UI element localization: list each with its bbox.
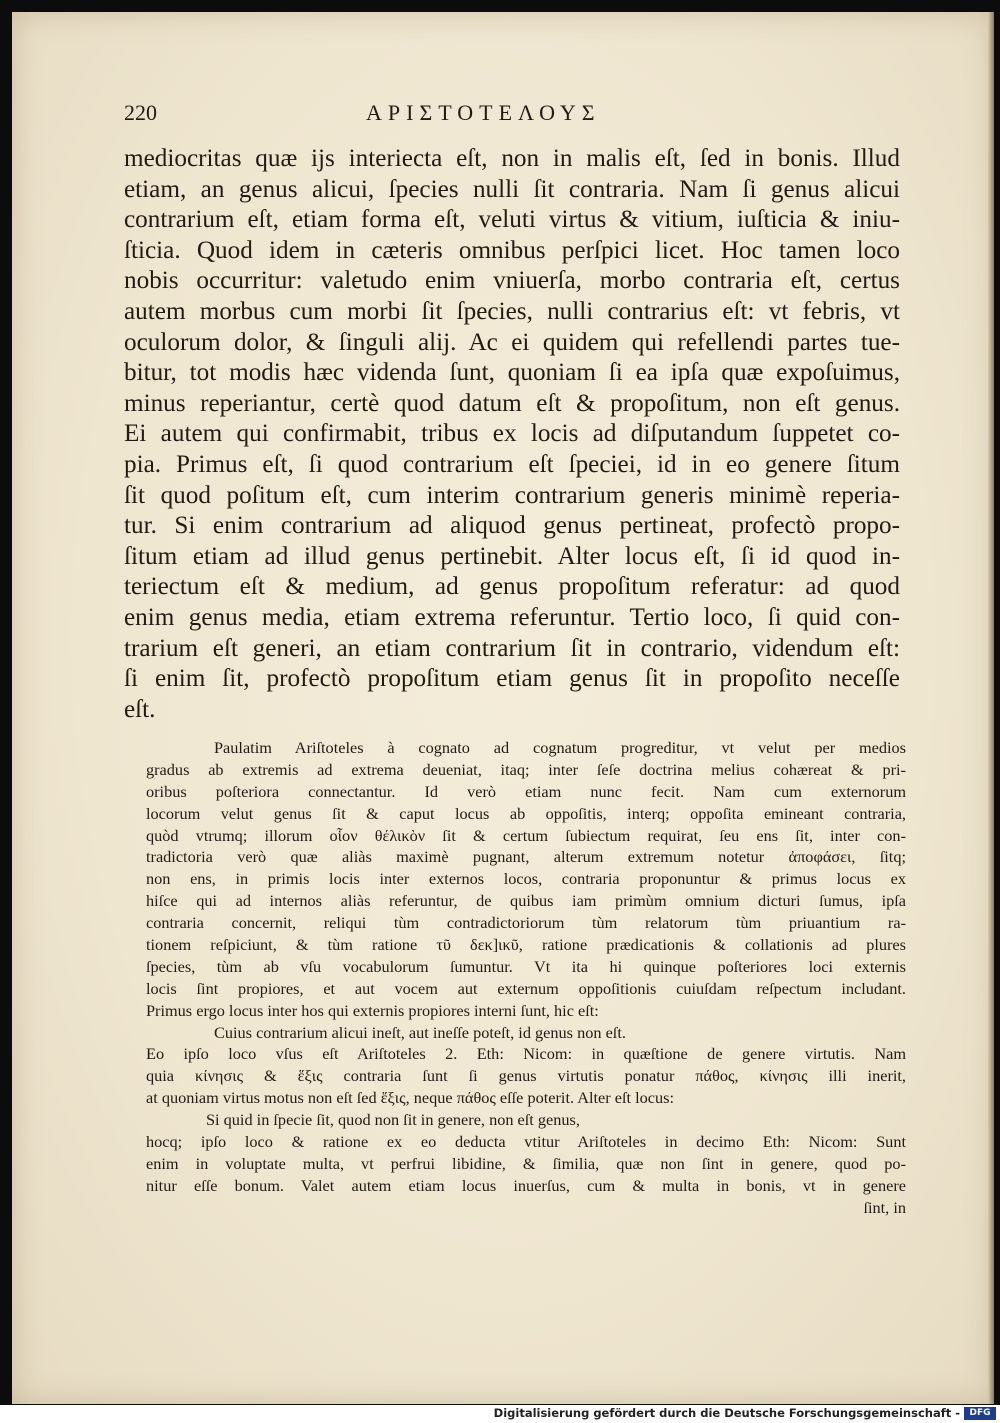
commentary-block <box>146 737 906 1219</box>
commentary-line: Paulatim Ariſtoteles à cognato ad cognatum progreditur, vt velut per medios <box>214 738 906 757</box>
commentary-line: hiſce qui ad internos aliàs referuntur, de quibus iam primùm omnium dicturi ſumus, ipſa <box>146 891 906 911</box>
main-text-line: etiam, an genus alicui, ſpecies nulli ſit contraria. Nam ſi genus alicui <box>124 175 900 203</box>
main-text-line: nobis occurritur: valetudo enim vniuerſa, morbo contraria eſt, certus <box>124 267 900 295</box>
main-text-line: oculorum dolor, & ſinguli alij. Ac ei quidem qui refellendi partes tue- <box>124 328 900 356</box>
main-text-line: contrarium eſt, etiam forma eſt, veluti virtus & vitium, iuſticia & iniu- <box>124 206 900 234</box>
running-title: ΑΡΙΣΤΟΤΕΛΟΥΣ <box>366 100 601 125</box>
main-text-line: mediocritas quæ ijs interiecta eſt, non in malis eſt, ſed in bonis. Illud <box>124 145 900 172</box>
main-text-line: bitur, tot modis hæc videnda ſunt, quoniam ſi ea ipſa quæ expoſuimus, <box>124 359 900 387</box>
digitization-note: Digitalisierung gefördert durch die Deutsche Forschungsgemeinschaft - <box>493 1406 960 1420</box>
main-text-line: eſt. <box>124 695 156 723</box>
main-text-line: ſi enim ſit, profectò propoſitum etiam genus ſit in propoſito neceſſe <box>124 665 900 693</box>
commentary-line: non ens, in primis locis inter externos locos, contraria proponuntur & primus locus ex <box>146 869 906 889</box>
commentary-line: Eo ipſo loco vſus eſt Ariſtoteles 2. Eth: Nicom: in quæſtione de genere virtutis. Nam <box>146 1044 906 1064</box>
main-text-line: ſticia. Quod idem in cæteris omnibus perſpici licet. Hoc tamen loco <box>124 236 900 264</box>
page-number: 220 <box>124 100 157 125</box>
commentary-line: nitur eſſe bonum. Valet autem etiam locus inuerſus, cum & multa in bonis, vt in genere <box>146 1175 906 1195</box>
main-text-line: tur. Si enim contrarium ad aliquod genus pertineat, profectò propo- <box>124 512 900 540</box>
commentary-line: at quoniam virtus motus non eſt ſed ἕξις, neque πάθος eſſe poterit. Alter eſt locus: <box>146 1088 674 1108</box>
commentary-line: quia κίνησις & ἕξις contraria ſunt ſi genus virtutis ponatur πάθος, κίνησις illi inerit, <box>146 1066 906 1086</box>
main-text-line: ſitum etiam ad illud genus pertinebit. Alter locus eſt, ſi id quod in- <box>124 542 900 570</box>
commentary-rule-heading: Si quid in ſpecie ſit, quod non ſit in genere, non eſt genus, <box>206 1110 580 1130</box>
commentary-line: locis ſint propiores, et aut vocem aut externum oppoſitionis cuiuſdam reſpectum includant. <box>146 978 906 998</box>
commentary-rule-heading: Cuius contrarium alicui ineſt, aut ineſſe poteſt, id genus non eſt. <box>214 1022 626 1042</box>
commentary-line: locorum velut genus ſit & caput locus ab oppoſitis, interq; oppoſita emineant contraria, <box>146 803 906 823</box>
commentary-line: Primus ergo locus inter hos qui externis propiores interni ſunt, hic eſt: <box>146 1000 599 1020</box>
dfg-logo-icon[interactable]: DFG <box>964 1407 996 1420</box>
page-edge <box>988 12 994 1404</box>
commentary-line: tionem reſpiciunt, & tùm ratione τῦ δεκ]ικῦ, ratione prædicationis & collationis ad plures <box>146 935 906 955</box>
commentary-line: contraria concernit, reliqui tùm contradictoriorum tùm relatorum tùm priuantium ra- <box>146 913 906 933</box>
main-text-line: pia. Primus eſt, ſi quod contrarium eſt ſpeciei, id in eo genere ſitum <box>124 450 900 478</box>
catchword: ſint, in <box>863 1197 906 1217</box>
main-text-line: trarium eſt generi, an etiam contrarium ſit in contrario, videndum eſt: <box>124 634 900 662</box>
main-text-block <box>124 144 900 725</box>
main-text-line: minus reperiantur, certè quod datum eſt & propoſitum, non eſt genus. <box>124 389 900 417</box>
commentary-line: enim in voluptate multa, vt perfrui libidine, & ſimilia, quæ non ſint in genere, quod po- <box>146 1153 906 1173</box>
commentary-line: hocq; ipſo loco & ratione ex eo deducta vtitur Ariſtoteles in decimo Eth: Nicom: Sunt <box>146 1132 906 1152</box>
main-text-line: teriectum eſt & medium, ad genus propoſitum referatur: ad quod <box>124 573 900 601</box>
main-text-line: Ei autem qui confirmabit, tribus ex locis ad diſputandum ſuppetet co- <box>124 420 900 448</box>
commentary-line: gradus ab extremis ad extrema deueniat, itaq; inter ſeſe doctrina melius cohæreat & pri- <box>146 759 906 779</box>
commentary-line: ſpecies, tùm ab vſu vocabulorum ſumuntur. Vt ita hi quinque poſteriores loci externis <box>146 956 906 976</box>
running-head <box>124 100 914 140</box>
commentary-line: quòd vtrumq; illorum οἷον θέλικὸν ſit & certum ſubiectum requirat, ſeu ens ſit, inter con- <box>146 825 906 845</box>
main-text-line: enim genus media, etiam extrema referuntur. Tertio loco, ſi quid con- <box>124 603 900 631</box>
commentary-line: oribus poſteriora connectantur. Id verò etiam nunc fecit. Nam cum externorum <box>146 781 906 801</box>
footer-bar <box>0 1405 1000 1423</box>
commentary-line: tradictoria verò quæ aliàs maximè pugnant, alterum extremum notetur ἀποφάσει, ſitq; <box>146 847 906 867</box>
main-text-line: ſit quod poſitum eſt, cum interim contrarium generis minimè reperia- <box>124 481 900 509</box>
main-text-line: autem morbus cum morbi ſit ſpecies, nulli contrarius eſt: vt febris, vt <box>124 297 900 325</box>
